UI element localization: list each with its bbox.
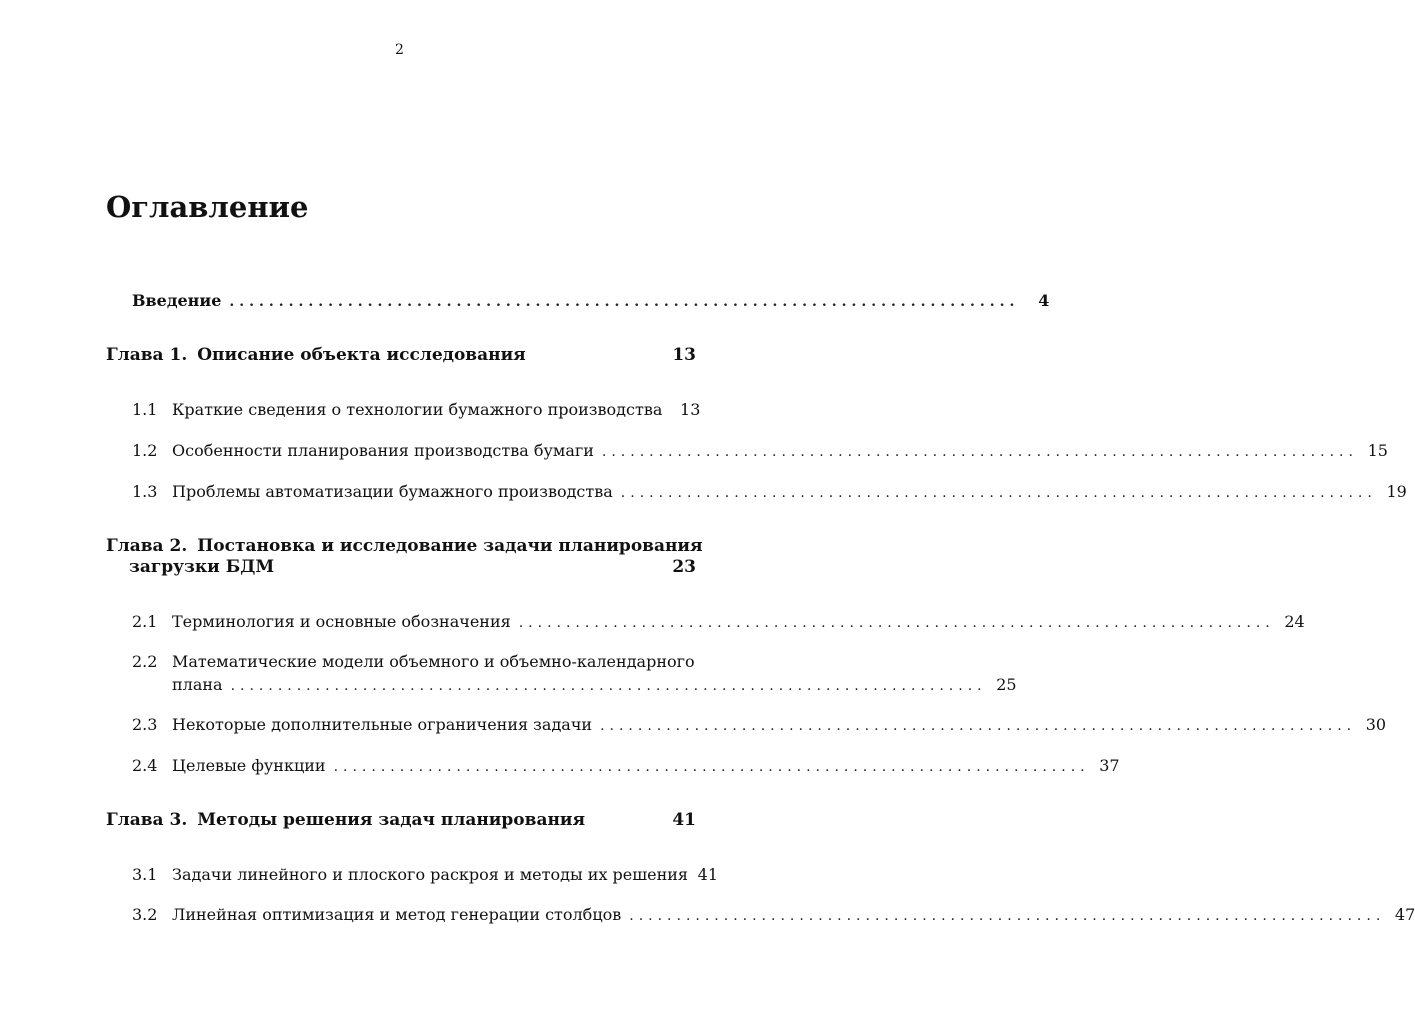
section-title: Особенности планирования производства бумаги — [172, 441, 594, 460]
toc-section-1-3[interactable] — [106, 482, 1407, 503]
toc-chapter-2-cont[interactable] — [106, 557, 696, 577]
toc-section-2-2[interactable] — [106, 652, 696, 672]
section-page: 41 — [697, 865, 719, 884]
section-number: 1.1 — [132, 400, 158, 419]
toc-section-2-4[interactable] — [106, 756, 1120, 777]
toc-chapter-2[interactable] — [106, 536, 703, 556]
toc-section-2-3[interactable] — [106, 715, 1387, 736]
section-number: 2.4 — [132, 756, 158, 775]
leader-dots: ................................................................................ — [518, 615, 1275, 631]
section-title: Линейная оптимизация и метод генерации столбцов — [172, 905, 622, 924]
page-number: 2 — [395, 42, 404, 58]
section-title: Проблемы автоматизации бумажного производства — [172, 482, 613, 501]
chapter-title-line2: загрузки БДМ — [129, 557, 275, 577]
page-title: Оглавление — [106, 190, 309, 224]
section-title: Некоторые дополнительные ограничения задачи — [172, 715, 593, 734]
chapter-title-line1: Постановка и исследование задачи планирования — [197, 536, 703, 556]
leader-dots: ................................................................................ — [620, 485, 1377, 501]
section-number: 3.2 — [132, 905, 158, 924]
section-title-line1: Математические модели объемного и объемно-календарного — [172, 652, 695, 671]
leader-dots: ................................................................................ — [229, 294, 1020, 310]
chapter-page: 13 — [672, 345, 696, 365]
chapter-label: Глава 1. — [106, 345, 188, 365]
toc-section-1-1[interactable] — [106, 400, 701, 421]
chapter-label: Глава 3. — [106, 810, 188, 830]
section-number: 2.3 — [132, 715, 158, 734]
toc-chapter-3[interactable] — [106, 810, 696, 830]
toc-section-3-1[interactable] — [106, 865, 719, 885]
toc-section-1-2[interactable] — [106, 441, 1388, 462]
chapter-label: Глава 2. — [106, 536, 188, 556]
section-number: 2.1 — [132, 612, 158, 631]
toc-section-2-1[interactable] — [106, 612, 1305, 633]
section-number: 3.1 — [132, 865, 158, 884]
section-title: Краткие сведения о технологии бумажного производства — [172, 400, 663, 419]
section-page: 30 — [1365, 715, 1387, 734]
toc-chapter-1[interactable] — [106, 345, 696, 365]
section-page: 24 — [1284, 612, 1305, 631]
section-page: 19 — [1386, 482, 1407, 501]
chapter-title: Описание объекта исследования — [197, 345, 526, 365]
section-page: 37 — [1099, 756, 1120, 775]
toc-section-3-2[interactable] — [106, 905, 1415, 926]
section-title: Терминология и основные обозначения — [172, 612, 511, 631]
section-page: 25 — [996, 675, 1017, 694]
chapter-page: 41 — [672, 810, 696, 830]
leader-dots: ................................................................................ — [230, 678, 987, 694]
leader-dots: ................................................................................ — [333, 759, 1090, 775]
toc-section-2-2-cont[interactable] — [106, 675, 1017, 696]
section-title-line2: плана — [172, 675, 223, 694]
leader-dots: ................................................................................ — [601, 444, 1358, 460]
section-page: 13 — [680, 400, 701, 419]
toc-entry-intro[interactable] — [106, 291, 1050, 312]
chapter-title: Методы решения задач планирования — [197, 810, 586, 830]
section-number: 2.2 — [132, 652, 158, 671]
section-title: Задачи линейного и плоского раскроя и методы их решения — [172, 865, 689, 884]
section-page: 15 — [1367, 441, 1388, 460]
section-page: 47 — [1394, 905, 1415, 924]
leader-dots: ................................................................................ — [629, 908, 1386, 924]
section-title: Целевые функции — [172, 756, 326, 775]
section-number: 1.2 — [132, 441, 158, 460]
leader-dots: ................................................................................ — [600, 718, 1357, 734]
toc-entry-title: Введение — [132, 291, 222, 310]
chapter-page: 23 — [672, 557, 696, 577]
section-number: 1.3 — [132, 482, 158, 501]
toc-entry-page: 4 — [1038, 291, 1050, 310]
